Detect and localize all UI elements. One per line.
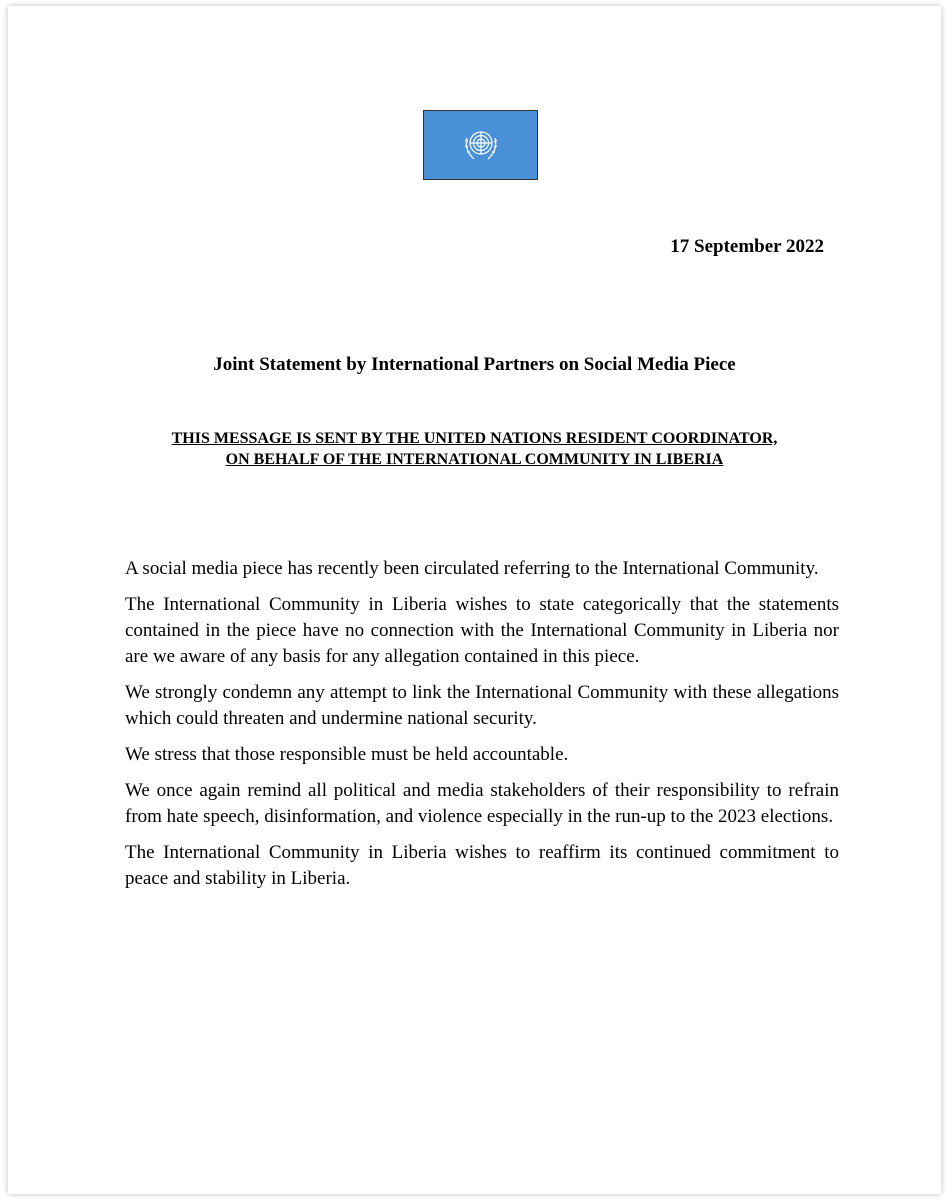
- document-title: Joint Statement by International Partners on Social Media Piece: [213, 354, 736, 375]
- paragraph: We strongly condemn any attempt to link the International Community with these allegations which could threaten and undermine national security.: [125, 682, 839, 729]
- paragraph: We stress that those responsible must be held accountable.: [125, 744, 569, 765]
- notice-line-1: THIS MESSAGE IS SENT BY THE UNITED NATIONS RESIDENT COORDINATOR,: [171, 430, 778, 447]
- paragraph: The International Community in Liberia wishes to state categorically that the statements contained in the piece have no connection with the International Community in Liberia nor are we aware of any basis for any allegation contained in this piece.: [125, 594, 839, 667]
- statement-body: [125, 556, 839, 902]
- notice-heading: [8, 428, 941, 470]
- un-flag: [423, 110, 538, 180]
- document-page: [8, 6, 941, 1194]
- notice-line-2: ON BEHALF OF THE INTERNATIONAL COMMUNITY IN LIBERIA: [225, 451, 724, 468]
- un-emblem-icon: [458, 122, 504, 168]
- paragraph: We once again remind all political and media stakeholders of their responsibility to refrain from hate speech, disinformation, and violence especially in the run-up to the 2023 elections.: [125, 780, 839, 827]
- paragraph: A social media piece has recently been circulated referring to the International Community.: [125, 558, 819, 579]
- document-date: 17 September 2022: [670, 236, 824, 257]
- paragraph: The International Community in Liberia wishes to reaffirm its continued commitment to peace and stability in Liberia.: [125, 842, 839, 889]
